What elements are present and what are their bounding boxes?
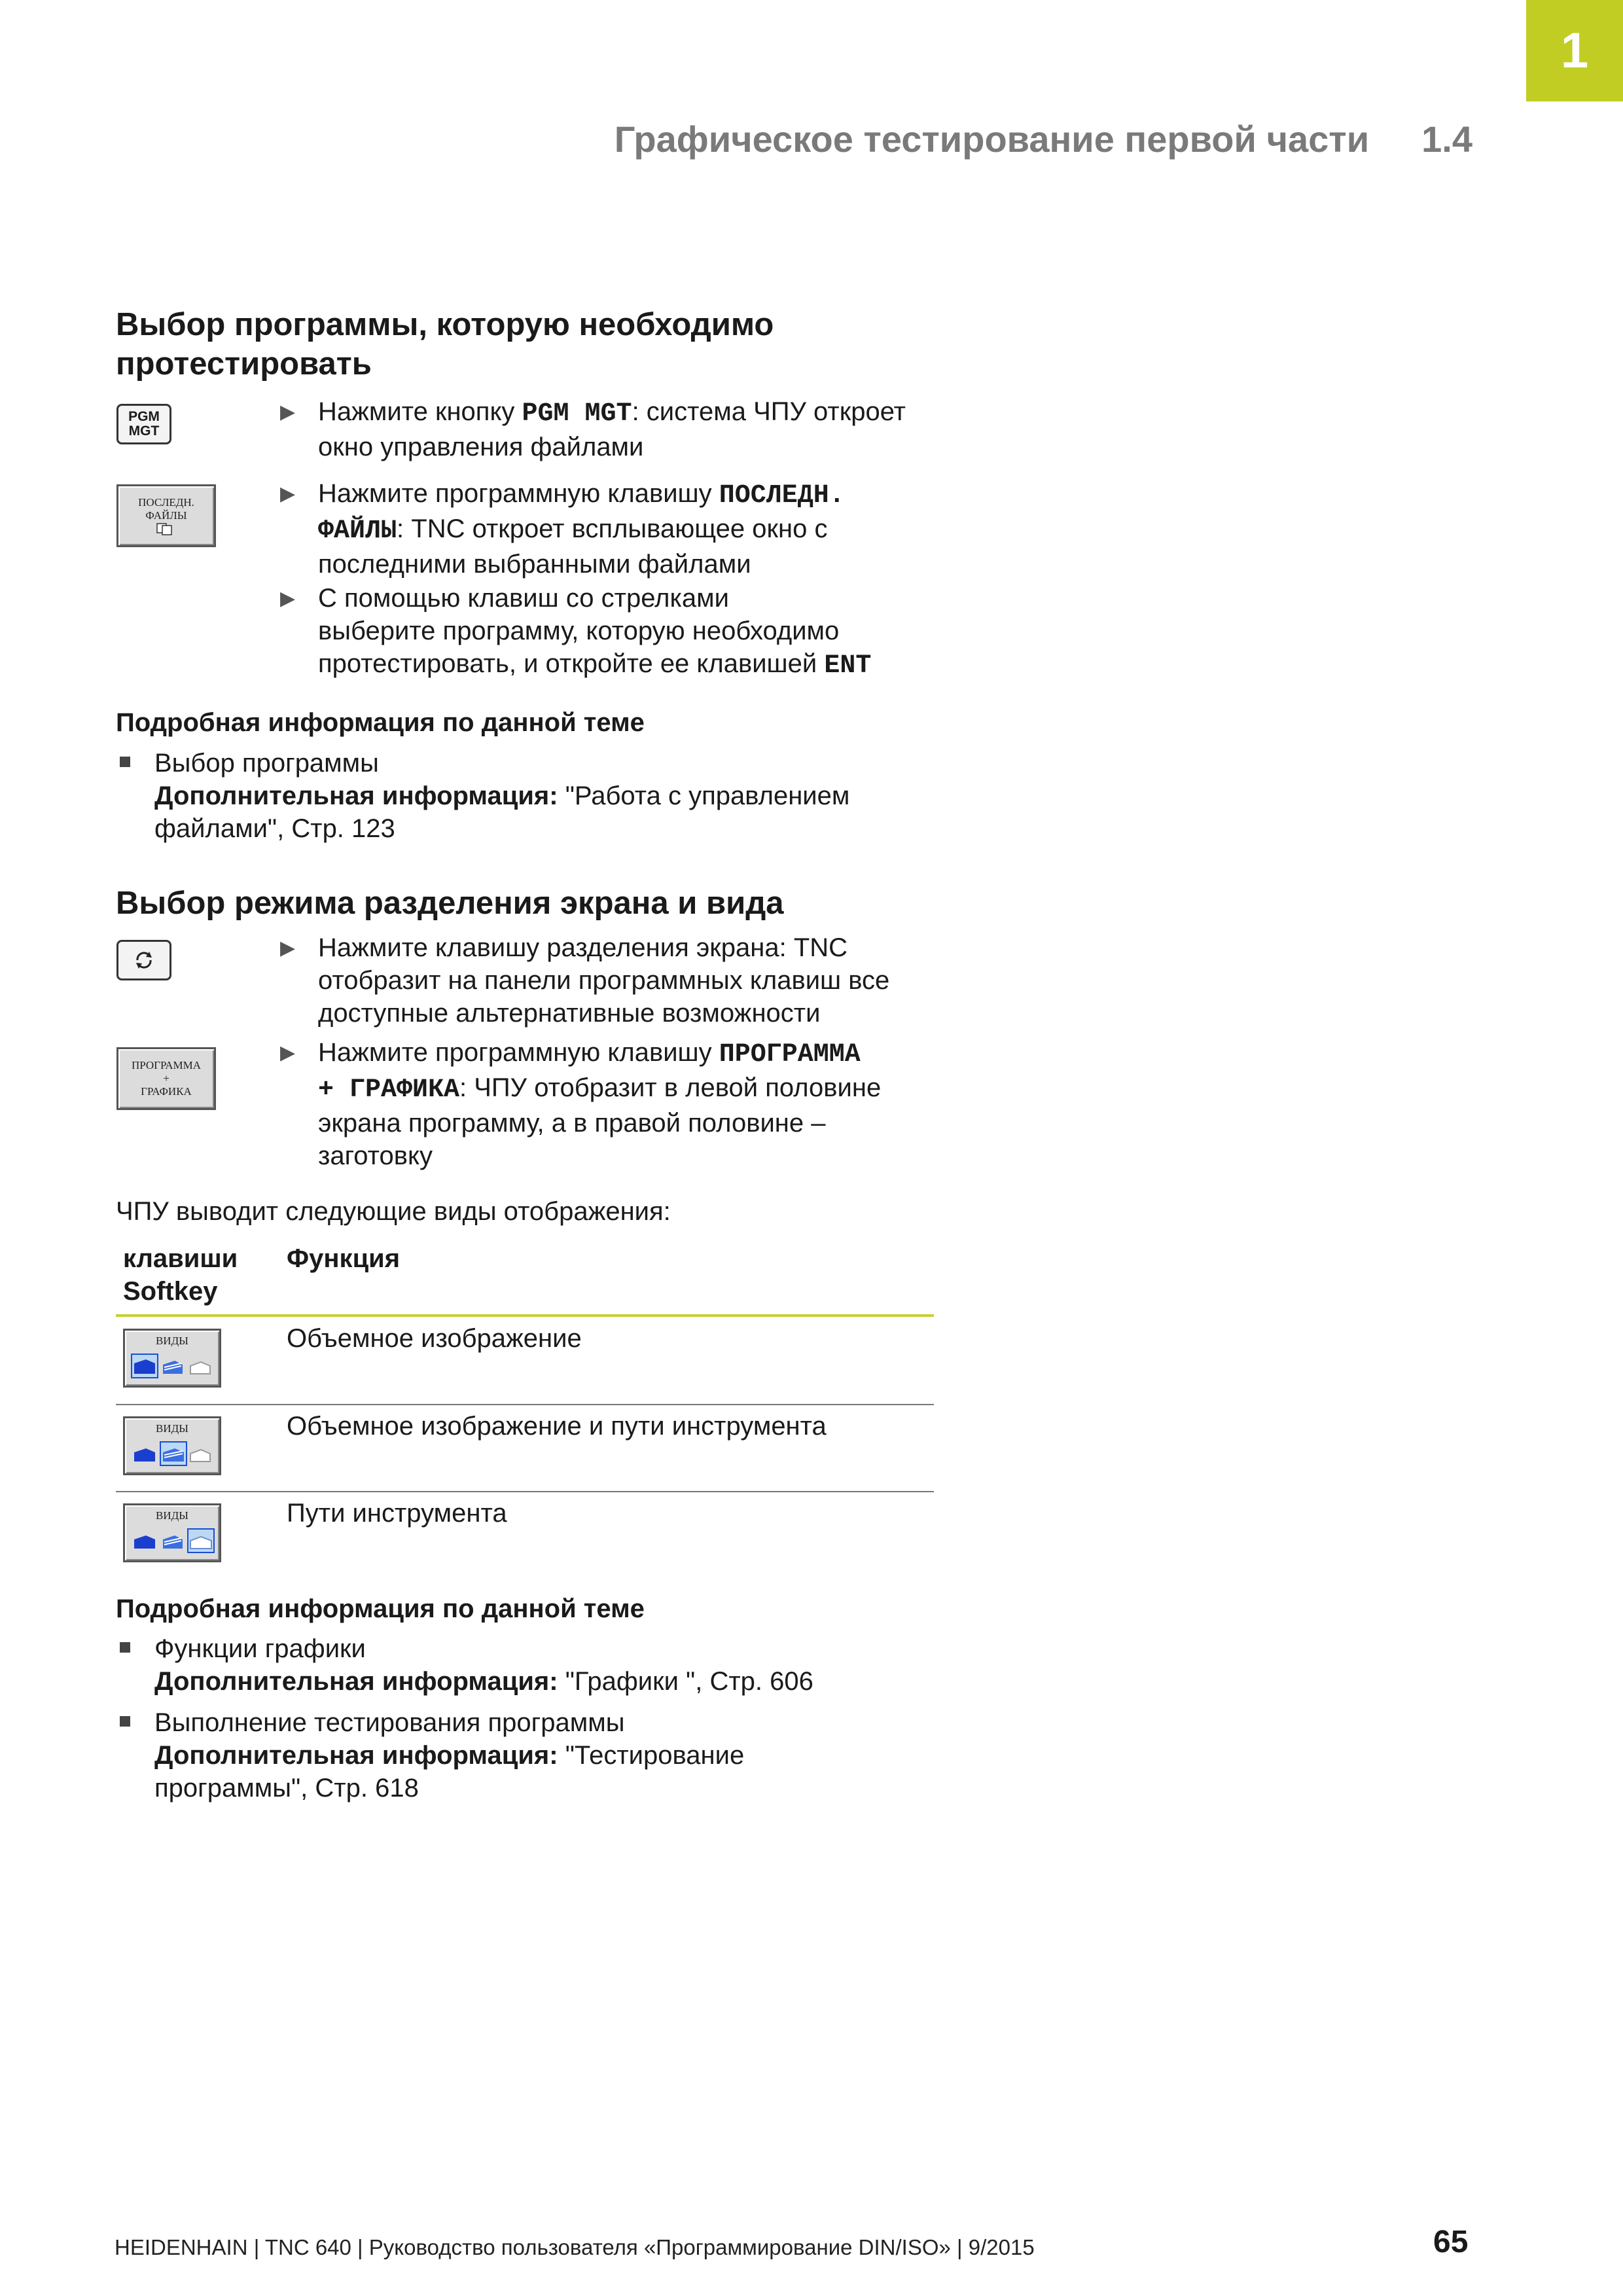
table-header-function: Функция [287, 1244, 401, 1273]
section2-more-info-item-2: Выполнение тестирования программы Дополнительная информация: "Тестирование программы", Стр. 618 [154, 1708, 745, 1803]
section1-step-1: Нажмите кнопку PGM MGT: система ЧПУ откроет окно управления файлами [318, 397, 906, 461]
page-header [615, 118, 1472, 160]
section2-heading: Выбор режима разделения экрана и вида [116, 886, 784, 921]
step-arrow-icon: ▶ [280, 588, 296, 609]
table-row-3-function: Пути инструмента [287, 1499, 507, 1528]
section1-heading-line2: протестировать [116, 346, 372, 382]
page-number: 65 [1433, 2225, 1469, 2259]
table-row-2-function: Объемное изображение и пути инструмента [287, 1412, 827, 1441]
section1-more-info-item: Выбор программы Дополнительная информация: "Работа с управлением файлами", Стр. 123 [154, 749, 850, 843]
header-title: Графическое тестирование первой части [614, 118, 1370, 160]
bullet-icon [120, 1716, 130, 1727]
section2-more-info-heading: Подробная информация по данной теме [116, 1594, 645, 1623]
section1-heading [116, 305, 774, 384]
section1-step-3: С помощью клавиш со стрелками выберите программу, которую необходимо протестировать, и откройте ее клавишей ENT [318, 584, 872, 681]
table-row-divider [116, 1404, 934, 1405]
table-header-divider [116, 1314, 934, 1317]
table-row-divider [116, 1491, 934, 1492]
step-arrow-icon: ▶ [280, 483, 296, 505]
section2-more-info-item-1: Функции графики Дополнительная информация: "Графики ", Стр. 606 [154, 1634, 813, 1696]
refresh-cycle-icon [132, 948, 156, 972]
views-softkey-volume-icon: ВИДЫ [123, 1329, 221, 1388]
views-softkey-volume-paths-icon: ВИДЫ [123, 1416, 221, 1475]
program-graphics-softkey-icon: ПРОГРАММА + ГРАФИКА [116, 1047, 216, 1110]
step-arrow-icon: ▶ [280, 401, 296, 423]
table-row-1-function: Объемное изображение [287, 1324, 582, 1353]
footer-text: HEIDENHAIN | TNC 640 | Руководство пользователя «Программирование DIN/ISO» | 9/2015 [115, 2235, 1035, 2259]
section2-step-2: Нажмите программную клавишу ПРОГРАММА + ГРАФИКА: ЧПУ отобразит в левой половине экрана программу, а в правой половине – заготовку [318, 1038, 882, 1170]
section2-intro: ЧПУ выводит следующие виды отображения: [116, 1197, 671, 1226]
section1-more-info-heading: Подробная информация по данной теме [116, 708, 645, 737]
section2-step-1: Нажмите клавишу разделения экрана: TNC отобразит на панели программных клавиш все доступные альтернативные возможности [318, 933, 890, 1028]
last-files-softkey-icon: ПОСЛЕДН. ФАЙЛЫ [116, 484, 216, 547]
screen-split-key-icon [116, 940, 171, 980]
pgm-mgt-key-icon: PGM MGT [116, 404, 171, 444]
views-softkey-paths-icon: ВИДЫ [123, 1503, 221, 1562]
step-arrow-icon: ▶ [280, 937, 296, 959]
bullet-icon [120, 757, 130, 767]
table-header-softkey: клавиши Softkey [123, 1244, 238, 1306]
step-arrow-icon: ▶ [280, 1042, 296, 1064]
header-section-number: 1.4 [1421, 118, 1472, 160]
section1-step-2: Нажмите программную клавишу ПОСЛЕДН. ФАЙЛЫ: TNC откроет всплывающее окно с последними выбранными файлами [318, 479, 845, 579]
section1-heading-line1: Выбор программы, которую необходимо [116, 307, 774, 342]
files-icon [153, 522, 179, 535]
bullet-icon [120, 1642, 130, 1653]
chapter-tab: 1 [1526, 0, 1623, 101]
